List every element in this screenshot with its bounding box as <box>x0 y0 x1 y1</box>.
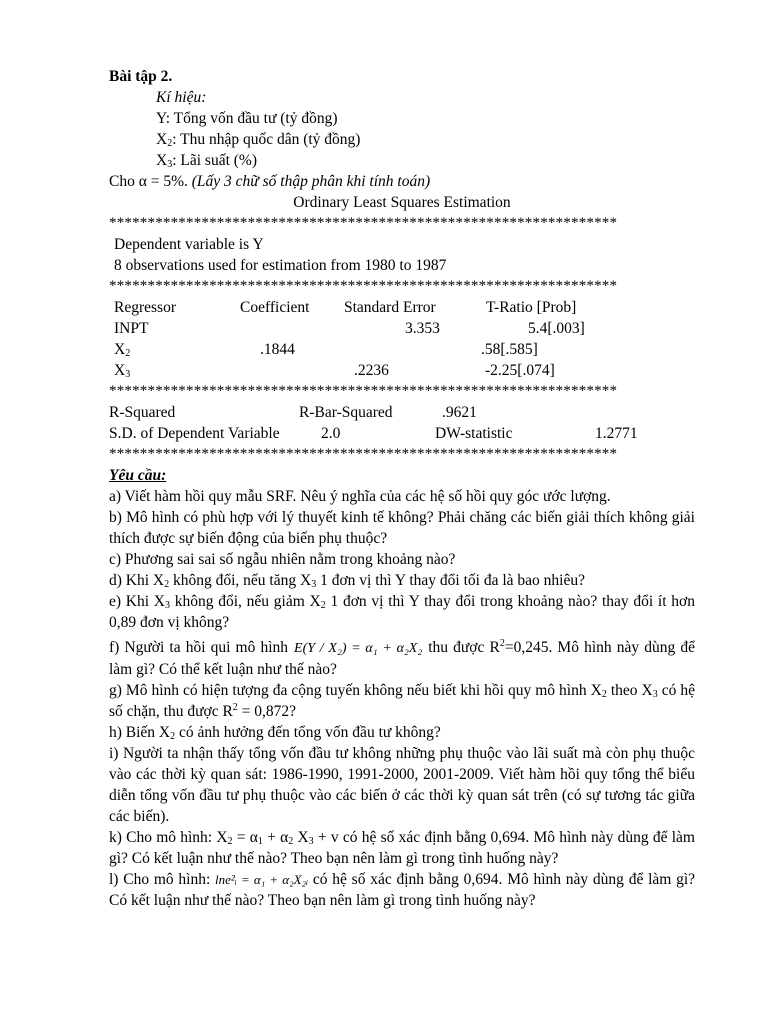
r-squared-row <box>109 402 695 423</box>
regressor-name: INPT <box>114 320 149 337</box>
x2-definition: $X_2$: Thu nhập quốc dân (tỷ đồng) <box>156 131 361 149</box>
dw-value: 1.2771 <box>595 425 638 442</box>
question-b: b) Mô hình có phù hợp với lý thuyết kinh tế không? Phải chăng các biến giải thích không giải thích được sự biến động của biến phụ thuộc? <box>109 509 695 547</box>
regression-header-row <box>109 297 695 318</box>
standard-error-value: 3.353 <box>405 320 440 337</box>
standard-error-value: .2236 <box>354 362 389 379</box>
sd-label: S.D. of Dependent Variable <box>109 425 280 442</box>
stars-divider: ****************************************************************** <box>109 215 618 231</box>
sd-dw-row <box>109 423 695 444</box>
t-ratio-value: .58[.585] <box>481 341 538 358</box>
regressor-name: $X_2$ <box>114 341 131 359</box>
ols-title: Ordinary Least Squares Estimation <box>293 194 511 211</box>
document-page <box>109 66 695 911</box>
stars-divider: ****************************************************************** <box>109 278 618 294</box>
regression-row <box>109 339 695 360</box>
r-bar-squared-label: R-Bar-Squared <box>299 404 393 421</box>
log-residual-formula: lne²ᵢ = α₁ + α₂X₂ᵢ <box>215 872 309 887</box>
r-bar-squared-value: .9621 <box>442 404 477 421</box>
question-h: h) Biến $X_2$ có ảnh hưởng đến tổng vốn đầu tư không? <box>109 724 441 742</box>
regression-row <box>109 360 695 381</box>
t-ratio-value: 5.4[.003] <box>528 320 585 337</box>
col-regressor: Regressor <box>114 299 176 316</box>
alpha-line: Cho α = 5%. (Lấy 3 chữ số thập phân khi tính toán) <box>109 173 431 190</box>
regression-row <box>109 318 695 339</box>
symbols-label: Kí hiệu: <box>156 89 207 106</box>
exercise-title: Bài tập 2. <box>109 68 173 85</box>
question-k: k) Cho mô hình: $X_2 = \alpha_1 + \alpha_2$ $X_3 + v$ có hệ số xác định bằng 0,694. Mô hình này dùng để làm gì? Có kết luận như thế nào? Theo bạn nên làm gì trong tình huống này? <box>109 829 695 867</box>
question-e: e) Khi $X_3$ không đổi, nếu giảm $X_2$ 1 đơn vị thì Y thay đổi trong khoảng nào? thay đổi ít hơn 0,89 đơn vị không? <box>109 593 695 631</box>
sd-value: 2.0 <box>321 425 341 442</box>
dependent-variable: Dependent variable is Y <box>114 236 264 253</box>
y-definition: Y: Tổng vốn đầu tư (tỷ đồng) <box>156 110 338 127</box>
col-coefficient: Coefficient <box>240 299 310 316</box>
col-standard-error: Standard Error <box>344 299 436 316</box>
regressor-name: $X_3$ <box>114 362 131 380</box>
question-g: g) Mô hình có hiện tượng đa cộng tuyến không nếu biết khi hồi quy mô hình $X_2$ theo $X_3$ có hệ số chặn, thu được $R^2 = 0,872$? <box>109 682 695 720</box>
t-ratio-value: -2.25[.074] <box>485 362 555 379</box>
x3-definition: $X_3$: Lãi suất (%) <box>156 152 257 170</box>
observations: 8 observations used for estimation from 1980 to 1987 <box>114 257 447 274</box>
r-squared-label: R-Squared <box>109 404 176 421</box>
question-d: d) Khi $X_2$ không đổi, nếu tăng $X_3$ 1 đơn vị thì Y thay đổi tối đa là bao nhiêu? <box>109 572 585 590</box>
question-i: i) Người ta nhận thấy tổng vốn đầu tư không những phụ thuộc vào lãi suất mà còn phụ thuộc vào các thời kỳ quan sát: 1986-1990, 1991-2000, 2001-2009. Viết hàm hồi quy tổng thể biểu diễn tổng vốn đầu tư phụ thuộc vào các biến ở các thời kỳ quan sát trên (có sự tương tác giữa các biến). <box>109 745 695 825</box>
requirements-heading: Yêu cầu: <box>109 467 167 484</box>
question-f: f) Người ta hồi qui mô hình E(Y / X₂) = α₁ + α₂X₂ thu được $R^2=0,245$. Mô hình này dùng để làm gì? Có thể kết luận như thế nào? <box>109 638 696 678</box>
coefficient-value: .1844 <box>260 341 295 358</box>
stars-divider: ****************************************************************** <box>109 383 618 399</box>
col-t-ratio: T-Ratio [Prob] <box>486 299 577 316</box>
regression-formula: E(Y / X₂) = α₁ + α₂X₂ <box>294 641 423 656</box>
dw-label: DW-statistic <box>435 425 513 442</box>
question-l: l) Cho mô hình: lne²ᵢ = α₁ + α₂X₂ᵢ có hệ số xác định bằng 0,694. Mô hình này dùng để làm gì? Có kết luận như thế nào? Theo bạn nên làm gì trong tình huống này? <box>109 871 696 909</box>
question-c: c) Phương sai sai số ngẫu nhiên nằm trong khoảng nào? <box>109 551 456 568</box>
question-a: a) Viết hàm hồi quy mẫu SRF. Nêu ý nghĩa của các hệ số hồi quy góc ước lượng. <box>109 488 611 505</box>
stars-divider: ****************************************************************** <box>109 446 618 462</box>
